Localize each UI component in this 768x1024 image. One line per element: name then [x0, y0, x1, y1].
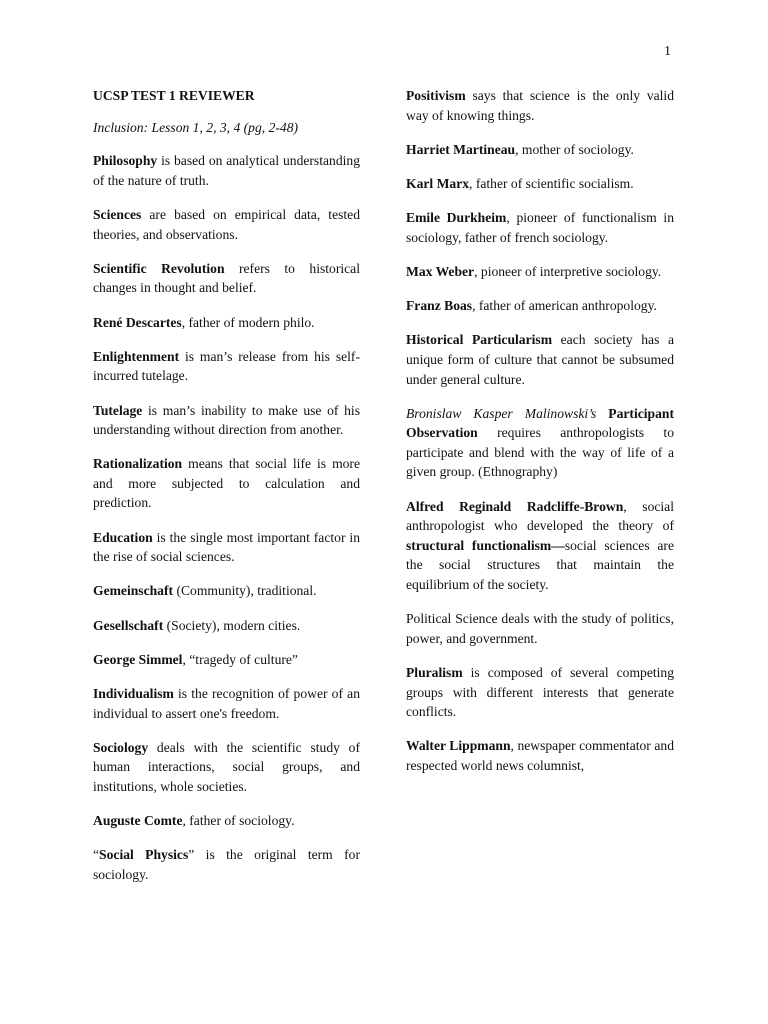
glossary-entry: [406, 330, 674, 389]
entry-term: Karl Marx: [406, 175, 470, 191]
document-title: UCSP TEST 1 REVIEWER: [93, 88, 255, 103]
glossary-entry: [93, 454, 360, 513]
entry-term: Tutelage: [93, 402, 143, 418]
glossary-entry: [93, 616, 360, 636]
entry-text: is the recognition of power of an individual to assert one's freedom.: [93, 686, 360, 721]
entry-text: says that science is the only valid way of knowing things.: [406, 88, 674, 123]
glossary-entry: [93, 313, 360, 333]
glossary-entry: [93, 205, 360, 244]
glossary-entry: [93, 650, 360, 670]
entry-text: is the single most important factor in the rise of social sciences.: [93, 529, 360, 565]
entry-malinowski: [406, 404, 674, 482]
glossary-entry: [93, 259, 360, 298]
entry-text: , social anthropologist who developed the theory of: [406, 498, 674, 534]
entry-term: Gemeinschaft: [93, 583, 174, 599]
glossary-entry: [406, 174, 674, 194]
entry-text: are based on empirical data, tested theories, and observations.: [93, 206, 360, 242]
entry-term: Scientific Revolution: [93, 260, 225, 276]
glossary-entry: [406, 296, 674, 316]
glossary-entry: [93, 684, 360, 723]
open-quote: “: [93, 847, 100, 863]
glossary-entry: [406, 86, 674, 125]
entry-text: each society has a unique form of culture that cannot be subsumed under general culture.: [406, 332, 675, 387]
left-column: [93, 86, 360, 899]
entry-term: Positivism: [406, 88, 466, 103]
right-column: [406, 86, 674, 790]
entry-text: , pioneer of functionalism in sociology, father of french sociology.: [406, 210, 675, 245]
entry-term: Rationalization: [93, 456, 183, 472]
entry-term: Sociology: [93, 739, 149, 755]
entry-text: , mother of sociology.: [515, 141, 634, 157]
right-entries: [406, 86, 674, 389]
entry-lippmann: [406, 736, 674, 775]
entry-text: , pioneer of interpretive sociology.: [474, 263, 662, 279]
entry-text: , father of scientific socialism.: [469, 175, 634, 191]
entry-term: Gesellschaft: [93, 617, 164, 633]
glossary-entry: [406, 140, 674, 160]
entry-term: Pluralism: [406, 665, 463, 680]
entry-text: means that social life is more and more subjected to calculation and prediction.: [93, 456, 360, 511]
entry-text: , father of modern philo.: [181, 314, 315, 330]
entry-political-science: Political Science deals with the study of politics, power, and government.: [406, 611, 674, 646]
glossary-entry: [406, 208, 674, 247]
entry-term: Auguste Comte: [93, 813, 183, 829]
entry-term-2: structural functionalism—: [406, 537, 565, 553]
entry-term: Social Physics: [99, 847, 189, 863]
glossary-entry: [406, 262, 674, 282]
entry-text: , father of sociology.: [182, 813, 295, 829]
entry-text: (Community), traditional.: [173, 583, 317, 599]
glossary-entry: [93, 347, 360, 386]
entry-text: refers to historical changes in thought and belief.: [93, 260, 360, 296]
entry-term: Philosophy: [93, 153, 158, 169]
entry-text: is man’s inability to make use of his understanding without direction from another.: [93, 402, 360, 438]
entry-term: Participant Observation: [406, 405, 674, 441]
entry-term: George Simmel: [93, 651, 183, 667]
entry-text: , father of american anthropology.: [472, 298, 657, 314]
entry-text: is based on analytical understanding of the nature of truth.: [93, 153, 360, 188]
entry-term: Max Weber: [406, 263, 475, 279]
glossary-entry: [93, 738, 360, 797]
page-number: 1: [664, 44, 671, 59]
entry-text: , “tragedy of culture”: [182, 651, 298, 667]
glossary-entry: [93, 151, 360, 190]
entry-term: Alfred Reginald Radcliffe-Brown: [406, 498, 624, 514]
entry-term: Education: [93, 529, 153, 545]
entry-text: (Society), modern cities.: [163, 617, 301, 633]
glossary-entry: [93, 401, 360, 440]
entry-term: René Descartes: [93, 314, 182, 330]
entry-term: Individualism: [93, 686, 174, 701]
entry-term: Franz Boas: [406, 298, 473, 314]
entry-term: Sciences: [93, 206, 142, 222]
glossary-entry: [93, 581, 360, 601]
entry-term: Harriet Martineau: [406, 141, 516, 157]
entry-text: ” is the original term for sociology.: [93, 847, 360, 882]
entry-text: deals with the scientific study of human interactions, social groups, and institutions, whole societies.: [93, 739, 360, 794]
entry-term: Historical Particularism: [406, 332, 553, 348]
glossary-entry: [93, 811, 360, 831]
document-subtitle: Inclusion: Lesson 1, 2, 3, 4 (pg, 2-48): [93, 119, 299, 135]
entry-text: is man’s release from his self-incurred tutelage.: [93, 348, 360, 384]
entry-text: , newspaper commentator and respected world news columnist,: [406, 738, 674, 773]
entry-text-2: social sciences are the social structures that maintain the equilibrium of the society.: [406, 537, 674, 593]
entry-term: Walter Lippmann: [406, 738, 511, 754]
entry-text: is composed of several competing groups with different interests that generate conflicts.: [406, 665, 674, 720]
entry-radcliffe-brown: [406, 497, 674, 595]
entry-social-physics: [93, 845, 360, 884]
glossary-entry: [93, 528, 360, 567]
entry-term: Emile Durkheim: [406, 210, 507, 226]
entry-pluralism: [406, 663, 674, 722]
entry-text: requires anthropologists to participate and blend with the way of life of a given group. (Ethnography): [406, 425, 674, 480]
entry-term: Enlightenment: [93, 348, 180, 364]
left-entries: [93, 151, 360, 831]
entry-name: Bronislaw Kasper Malinowski’s: [406, 405, 597, 421]
